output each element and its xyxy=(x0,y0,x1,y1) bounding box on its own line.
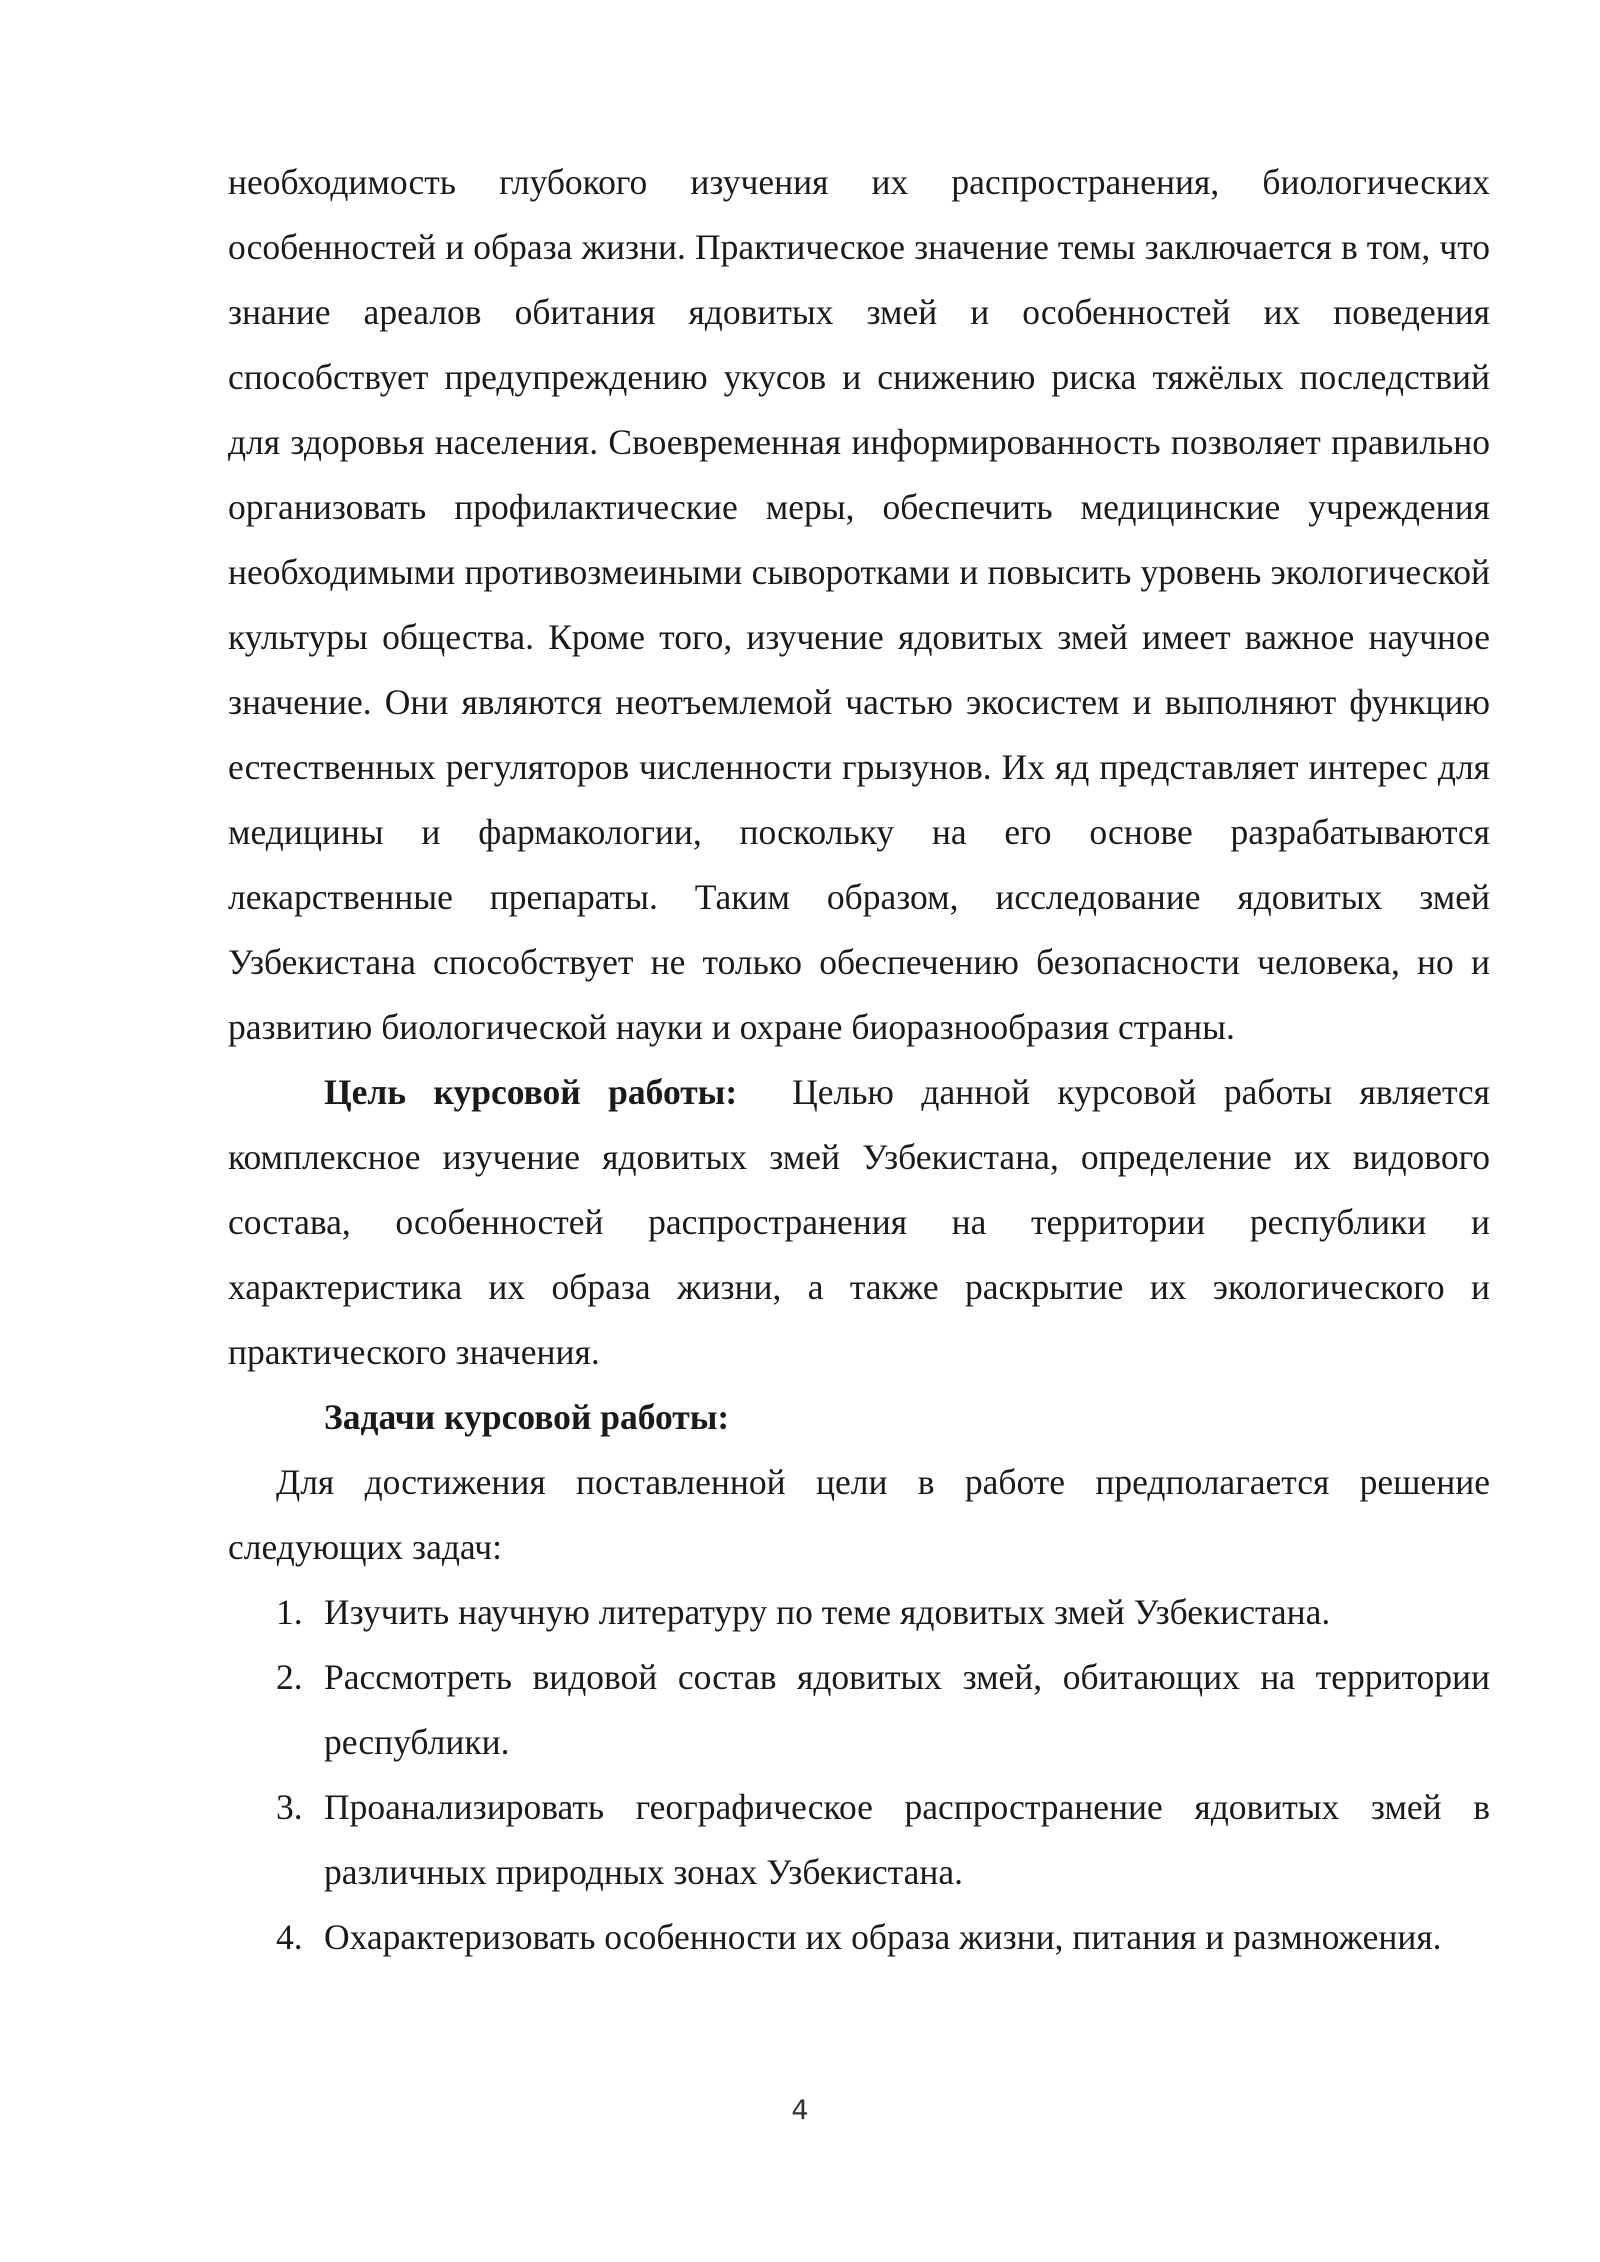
tasks-list xyxy=(228,1580,1490,1970)
list-item xyxy=(228,1905,1490,1970)
page-content xyxy=(228,150,1490,1970)
list-item xyxy=(228,1775,1490,1905)
goal-label: Цель курсовой работы: xyxy=(324,1072,738,1112)
list-item-number: 4. xyxy=(276,1917,303,1957)
tasks-intro: Для достижения поставленной цели в работе предполагается решение следующих задач: xyxy=(228,1462,1490,1567)
list-item-text: Охарактеризовать особенности их образа жизни, питания и размножения. xyxy=(324,1917,1442,1957)
list-item-text: Изучить научную литературу по теме ядовитых змей Узбекистана. xyxy=(324,1592,1331,1632)
list-item xyxy=(228,1580,1490,1645)
list-item-number: 1. xyxy=(276,1592,303,1632)
list-item xyxy=(228,1645,1490,1775)
list-item-number: 3. xyxy=(276,1787,303,1827)
list-item-number: 2. xyxy=(276,1657,303,1697)
list-item-text: Проанализировать географическое распространение ядовитых змей в различных природных зонах Узбекистана. xyxy=(324,1787,1490,1892)
goal-paragraph xyxy=(228,1060,1490,1385)
page-number: 4 xyxy=(791,2095,809,2126)
goal-text: Целью данной курсовой работы является комплексное изучение ядовитых змей Узбекистана, определение их видового состава, особенностей распространения на территории республики и характеристика их образа жизни, а также раскрытие их экологического и практического значения. xyxy=(228,1072,1490,1372)
intro-paragraph: необходимость глубокого изучения их распространения, биологических особенностей и образа жизни. Практическое значение темы заключается в том, что знание ареалов обитания ядовитых змей и особенностей их поведения способствует предупреждению укусов и снижению риска тяжёлых последствий для здоровья населения. Своевременная информированность позволяет правильно организовать профилактические меры, обеспечить медицинские учреждения необходимыми противозмеиными сыворотками и повысить уровень экологической культуры общества. Кроме того, изучение ядовитых змей имеет важное научное значение. Они являются неотъемлемой частью экосистем и выполняют функцию естественных регуляторов численности грызунов. Их яд представляет интерес для медицины и фармакологии, поскольку на его основе разрабатываются лекарственные препараты. Таким образом, исследование ядовитых змей Узбекистана способствует не только обеспечению безопасности человека, но и развитию биологической науки и охране биоразнообразия страны. xyxy=(228,162,1490,1047)
tasks-heading: Задачи курсовой работы: xyxy=(324,1397,730,1437)
list-item-text: Рассмотреть видовой состав ядовитых змей, обитающих на территории республики. xyxy=(324,1657,1490,1762)
